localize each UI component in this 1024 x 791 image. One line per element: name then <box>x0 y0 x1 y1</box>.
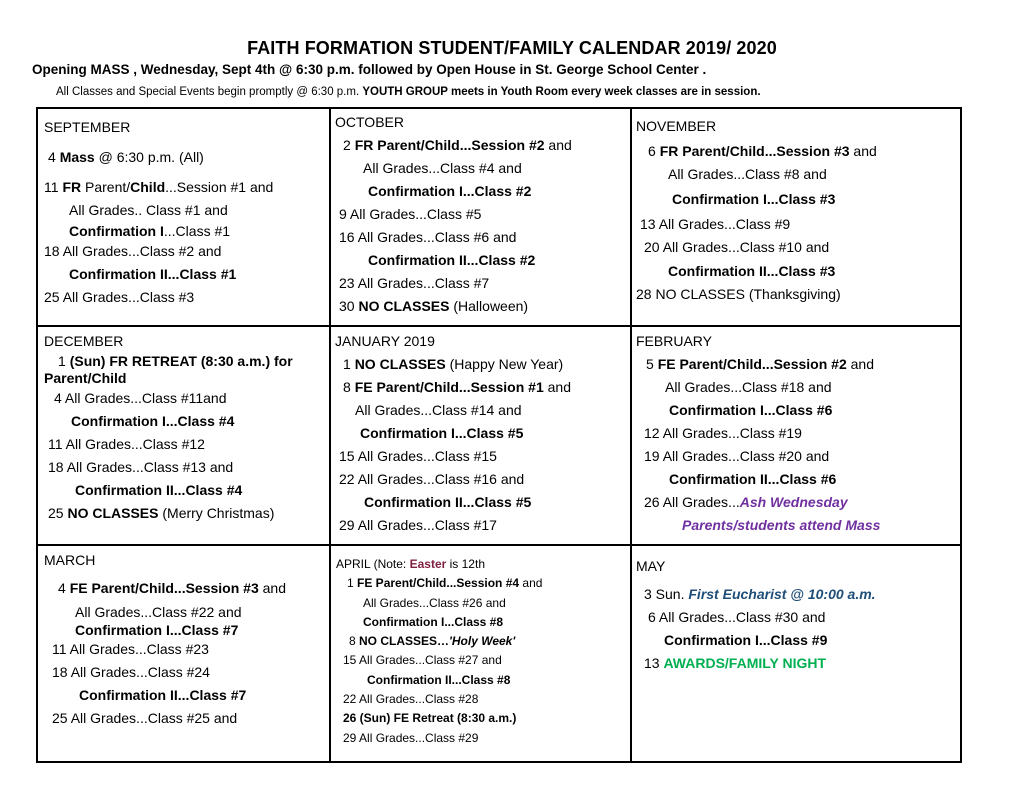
event-line: 28 NO CLASSES (Thanksgiving) <box>636 286 841 302</box>
month-may <box>636 555 876 675</box>
month-september <box>44 116 273 309</box>
calendar-grid <box>36 107 962 763</box>
event-line: 1 (Sun) FR RETREAT (8:30 a.m.) for <box>58 353 293 369</box>
event-line: 4 All Grades...Class #11and <box>54 390 227 406</box>
event-line: 1 NO CLASSES (Happy New Year) <box>343 356 564 372</box>
event-line: Parents/students attend Mass <box>682 517 881 533</box>
event-line: 25 All Grades...Class #3 <box>44 289 195 305</box>
event-line: 13 AWARDS/FAMILY NIGHT <box>644 655 827 671</box>
classes-time-note: All Classes and Special Events begin promptly @ 6:30 p.m. <box>56 86 363 98</box>
event-line: 25 NO CLASSES (Merry Christmas) <box>48 505 275 521</box>
grid-divider <box>329 109 331 761</box>
event-line: 18 All Grades...Class #24 <box>52 664 210 680</box>
event-line: Confirmation II...Class #8 <box>367 672 511 687</box>
event-line: 19 All Grades...Class #20 and <box>644 448 830 464</box>
event-line: All Grades...Class #26 and <box>363 595 506 610</box>
event-line: 8 NO CLASSES…'Holy Week' <box>349 634 516 649</box>
event-line: 6 FR Parent/Child...Session #3 and <box>648 143 877 159</box>
month-november <box>636 115 877 306</box>
month-october <box>335 111 572 318</box>
event-line: Confirmation II...Class #2 <box>368 252 536 268</box>
grid-divider <box>630 109 632 761</box>
event-line: 8 FE Parent/Child...Session #1 and <box>343 379 571 395</box>
event-line: 6 All Grades...Class #30 and <box>648 609 826 625</box>
event-line: Parent/Child <box>44 370 127 386</box>
month-name: FEBRUARY <box>636 333 712 349</box>
month-name: SEPTEMBER <box>44 119 131 135</box>
month-february <box>636 330 880 537</box>
event-line: Confirmation II...Class #4 <box>75 482 243 498</box>
event-line: 23 All Grades...Class #7 <box>339 275 490 291</box>
event-line: 16 All Grades...Class #6 and <box>339 229 517 245</box>
event-line: 30 NO CLASSES (Halloween) <box>339 298 529 314</box>
month-name: OCTOBER <box>335 114 404 130</box>
month-april <box>336 555 542 748</box>
event-line: 3 Sun. First Eucharist @ 10:00 a.m. <box>644 586 876 602</box>
event-line: All Grades.. Class #1 and <box>69 202 228 218</box>
event-line: 4 Mass @ 6:30 p.m. (All) <box>48 149 204 165</box>
opening-mass-note: Opening MASS , Wednesday, Sept 4th @ 6:30 p.m. followed by Open House in St. George School Center . <box>32 62 707 77</box>
event-line: 18 All Grades...Class #13 and <box>48 459 234 475</box>
event-line: 5 FE Parent/Child...Session #2 and <box>646 356 874 372</box>
event-line: Confirmation II...Class #1 <box>69 266 237 282</box>
event-line: 29 All Grades...Class #17 <box>339 517 497 533</box>
event-line: Confirmation I...Class #1 <box>69 223 231 239</box>
event-line: All Grades...Class #22 and <box>75 604 242 620</box>
event-line: Confirmation I...Class #4 <box>71 413 235 429</box>
event-line: Confirmation I...Class #6 <box>669 402 833 418</box>
month-name: APRIL (Note: Easter is 12th <box>336 557 485 571</box>
event-line: Confirmation I...Class #9 <box>664 632 828 648</box>
classes-note <box>56 86 761 98</box>
event-line: 22 All Grades...Class #28 <box>343 692 479 707</box>
event-line: 20 All Grades...Class #10 and <box>644 239 830 255</box>
event-line: All Grades...Class #8 and <box>668 166 827 182</box>
event-line: Confirmation II...Class #7 <box>79 687 247 703</box>
event-line: 11 All Grades...Class #23 <box>52 641 209 657</box>
event-line: 9 All Grades...Class #5 <box>339 206 482 222</box>
event-line: Confirmation I...Class #3 <box>672 191 836 207</box>
event-line: 2 FR Parent/Child...Session #2 and <box>343 137 572 153</box>
easter-label: Easter <box>409 557 447 571</box>
event-line: 25 All Grades...Class #25 and <box>52 710 238 726</box>
month-december <box>44 330 293 525</box>
youth-group-note: YOUTH GROUP meets in Youth Room every week classes are in session. <box>362 86 761 98</box>
calendar-title: FAITH FORMATION STUDENT/FAMILY CALENDAR 2019/ 2020 <box>247 38 777 58</box>
event-line: 15 All Grades...Class #15 <box>339 448 497 464</box>
event-line: 13 All Grades...Class #9 <box>640 216 791 232</box>
month-name: MAY <box>636 558 666 574</box>
event-line: 15 All Grades...Class #27 and <box>343 653 502 668</box>
event-line: 22 All Grades...Class #16 and <box>339 471 525 487</box>
month-name: DECEMBER <box>44 333 124 349</box>
event-line: 29 All Grades...Class #29 <box>343 730 479 745</box>
event-line: Confirmation I...Class #5 <box>360 425 524 441</box>
event-line: 26 (Sun) FE Retreat (8:30 a.m.) <box>343 711 517 726</box>
event-line: Confirmation II...Class #3 <box>668 263 836 279</box>
month-march <box>44 549 286 730</box>
month-name: MARCH <box>44 552 96 568</box>
event-line: 18 All Grades...Class #2 and <box>44 243 222 259</box>
grid-divider <box>38 544 960 546</box>
event-line: 4 FE Parent/Child...Session #3 and <box>58 580 286 596</box>
first-eucharist-label: First Eucharist @ 10:00 a.m. <box>688 586 876 602</box>
event-line: 1 FE Parent/Child...Session #4 and <box>347 576 543 591</box>
awards-label: AWARDS/FAMILY NIGHT <box>663 655 827 671</box>
month-january <box>335 330 571 537</box>
event-line: Confirmation I...Class #7 <box>75 622 239 638</box>
event-line: All Grades...Class #18 and <box>665 379 832 395</box>
month-name: NOVEMBER <box>636 118 717 134</box>
event-line: All Grades...Class #4 and <box>363 160 522 176</box>
grid-divider <box>38 325 960 327</box>
event-line: Confirmation II...Class #6 <box>669 471 837 487</box>
event-line: Confirmation I...Class #2 <box>368 183 532 199</box>
event-line: Confirmation I...Class #8 <box>363 614 504 629</box>
event-line: All Grades...Class #14 and <box>355 402 522 418</box>
event-line: 11 FR Parent/Child...Session #1 and <box>44 179 274 195</box>
event-line: 12 All Grades...Class #19 <box>644 425 802 441</box>
event-line: Confirmation II...Class #5 <box>364 494 532 510</box>
month-name: JANUARY 2019 <box>335 333 435 349</box>
event-line: 11 All Grades...Class #12 <box>48 436 205 452</box>
event-line: 26 All Grades...Ash Wednesday <box>644 494 848 510</box>
